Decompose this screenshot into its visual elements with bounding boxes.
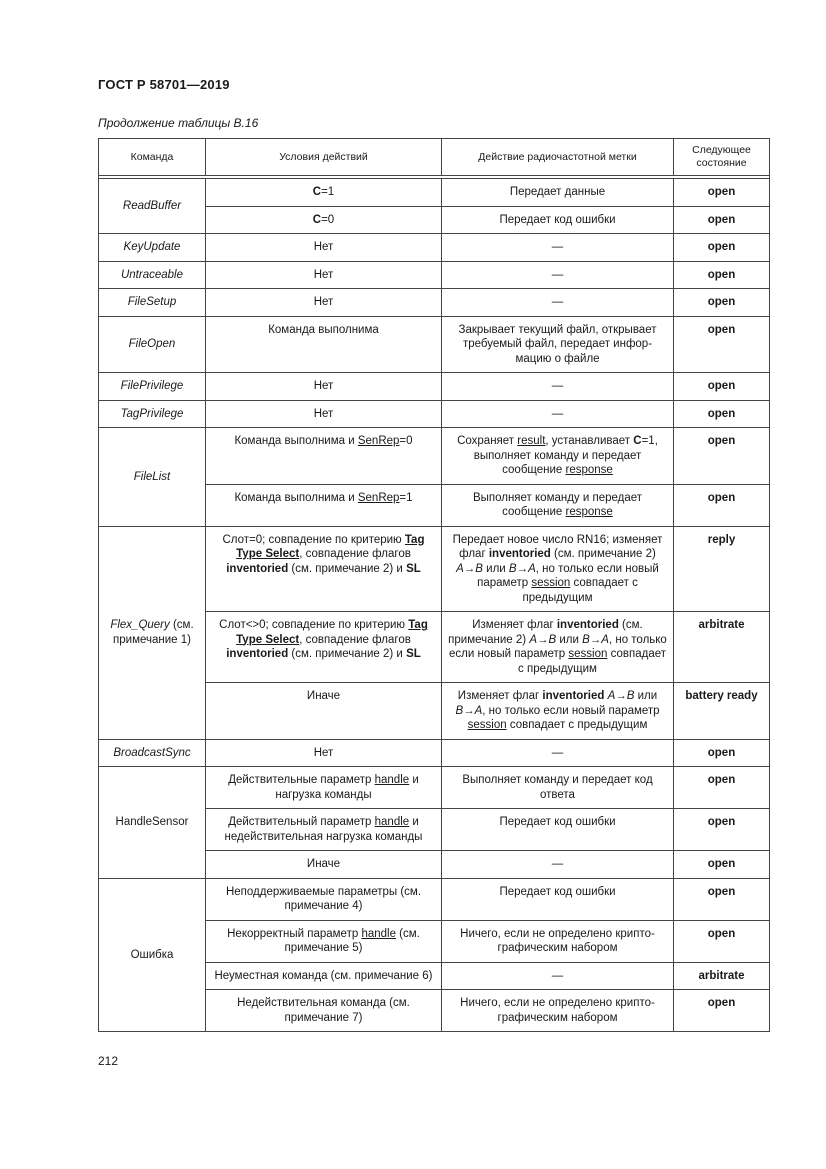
command-cell: FileSetup: [99, 289, 206, 317]
state-cell: open: [674, 316, 770, 373]
action-cell: Ничего, если не определено крипто-графическим набором: [442, 920, 674, 962]
action-cell: Сохраняет result, устанавливает C=1, выполняет команду и передает сообщение response: [442, 428, 674, 485]
state-cell: open: [674, 851, 770, 879]
condition-cell: Команда выполнима и SenRep=1: [206, 484, 442, 526]
table-row: [99, 179, 770, 207]
table-row: [99, 428, 770, 485]
state-cell: open: [674, 767, 770, 809]
action-cell: Передает код ошибки: [442, 878, 674, 920]
action-cell: —: [442, 289, 674, 317]
condition-cell: Действительный параметр handle и недействительная нагрузка команды: [206, 809, 442, 851]
command-cell: BroadcastSync: [99, 739, 206, 767]
state-cell: open: [674, 878, 770, 920]
command-cell: FileList: [99, 428, 206, 527]
action-cell: Ничего, если не определено крипто-графическим набором: [442, 990, 674, 1032]
condition-cell: C=0: [206, 206, 442, 234]
condition-cell: Неподдерживаемые параметры (см. примечание 4): [206, 878, 442, 920]
table-caption: Продолжение таблицы В.16: [98, 116, 259, 130]
state-cell: open: [674, 400, 770, 428]
state-cell: open: [674, 990, 770, 1032]
document-header: ГОСТ Р 58701—2019: [98, 77, 230, 92]
command-cell: HandleSensor: [99, 767, 206, 879]
condition-cell: Иначе: [206, 851, 442, 879]
state-cell: open: [674, 289, 770, 317]
state-cell: arbitrate: [674, 962, 770, 990]
command-cell: ReadBuffer: [99, 179, 206, 234]
action-cell: Передает данные: [442, 179, 674, 207]
state-cell: open: [674, 206, 770, 234]
state-cell: open: [674, 373, 770, 401]
state-cell: battery ready: [674, 683, 770, 740]
table-row: [99, 373, 770, 401]
condition-cell: Нет: [206, 234, 442, 262]
state-cell: open: [674, 261, 770, 289]
action-cell: Закрывает текущий файл, открывает требуемый файл, передает инфор-мацию о файле: [442, 316, 674, 373]
table-header-row: [99, 139, 770, 176]
command-cell: KeyUpdate: [99, 234, 206, 262]
action-cell: —: [442, 851, 674, 879]
condition-cell: Команда выполнима: [206, 316, 442, 373]
action-cell: —: [442, 400, 674, 428]
condition-cell: C=1: [206, 179, 442, 207]
action-cell: —: [442, 962, 674, 990]
condition-cell: Недействительная команда (см. примечание 7): [206, 990, 442, 1032]
condition-cell: Иначе: [206, 683, 442, 740]
action-cell: Выполняет команду и передает код ответа: [442, 767, 674, 809]
action-cell: Передает код ошибки: [442, 206, 674, 234]
table-row: [99, 316, 770, 373]
action-cell: —: [442, 261, 674, 289]
table-row: [99, 400, 770, 428]
col-header-command: Команда: [99, 139, 206, 176]
table-row: [99, 878, 770, 920]
action-cell: Выполняет команду и передает сообщение response: [442, 484, 674, 526]
command-cell: Untraceable: [99, 261, 206, 289]
state-cell: open: [674, 179, 770, 207]
state-cell: reply: [674, 526, 770, 612]
action-cell: Передает новое число RN16; изменяет флаг inventoried (см. примечание 2) A→B или B→A, но только если новый параметр session совпадает с предыдущим: [442, 526, 674, 612]
action-cell: Передает код ошибки: [442, 809, 674, 851]
state-cell: open: [674, 234, 770, 262]
command-cell: Ошибка: [99, 878, 206, 1032]
condition-cell: Нет: [206, 373, 442, 401]
table-row: [99, 289, 770, 317]
action-cell: Изменяет флаг inventoried (см. примечание 2) A→B или B→A, но только если новый параметр session совпадает с предыдущим: [442, 612, 674, 683]
page-number: 212: [98, 1054, 119, 1068]
state-cell: arbitrate: [674, 612, 770, 683]
condition-cell: Неуместная команда (см. примечание 6): [206, 962, 442, 990]
condition-cell: Нет: [206, 289, 442, 317]
command-cell: TagPrivilege: [99, 400, 206, 428]
condition-cell: Команда выполнима и SenRep=0: [206, 428, 442, 485]
condition-cell: Нет: [206, 739, 442, 767]
state-cell: open: [674, 809, 770, 851]
table-row: [99, 526, 770, 612]
condition-cell: Нет: [206, 400, 442, 428]
state-cell: open: [674, 739, 770, 767]
command-cell: Flex_Query (см. примечание 1): [99, 526, 206, 739]
command-cell: FilePrivilege: [99, 373, 206, 401]
col-header-conditions: Условия действий: [206, 139, 442, 176]
condition-cell: Действительные параметр handle и нагрузка команды: [206, 767, 442, 809]
table-row: [99, 261, 770, 289]
command-cell: FileOpen: [99, 316, 206, 373]
condition-cell: Некорректный параметр handle (см. примечание 5): [206, 920, 442, 962]
table-row: [99, 234, 770, 262]
state-cell: open: [674, 484, 770, 526]
state-cell: open: [674, 428, 770, 485]
commands-table: [98, 138, 770, 1032]
table-row: [99, 739, 770, 767]
condition-cell: Слот=0; совпадение по критерию Tag Type Select, совпадение флагов inventoried (см. примечание 2) и SL: [206, 526, 442, 612]
col-header-action: Действие радиочастотной метки: [442, 139, 674, 176]
condition-cell: Слот<>0; совпадение по критерию Tag Type Select, совпадение флагов inventoried (см. примечание 2) и SL: [206, 612, 442, 683]
action-cell: Изменяет флаг inventoried A→B или B→A, но только если новый параметр session совпадает с предыдущим: [442, 683, 674, 740]
action-cell: —: [442, 739, 674, 767]
action-cell: —: [442, 234, 674, 262]
action-cell: —: [442, 373, 674, 401]
table-row: [99, 767, 770, 809]
state-cell: open: [674, 920, 770, 962]
condition-cell: Нет: [206, 261, 442, 289]
col-header-next-state: Следующее состояние: [674, 139, 770, 176]
